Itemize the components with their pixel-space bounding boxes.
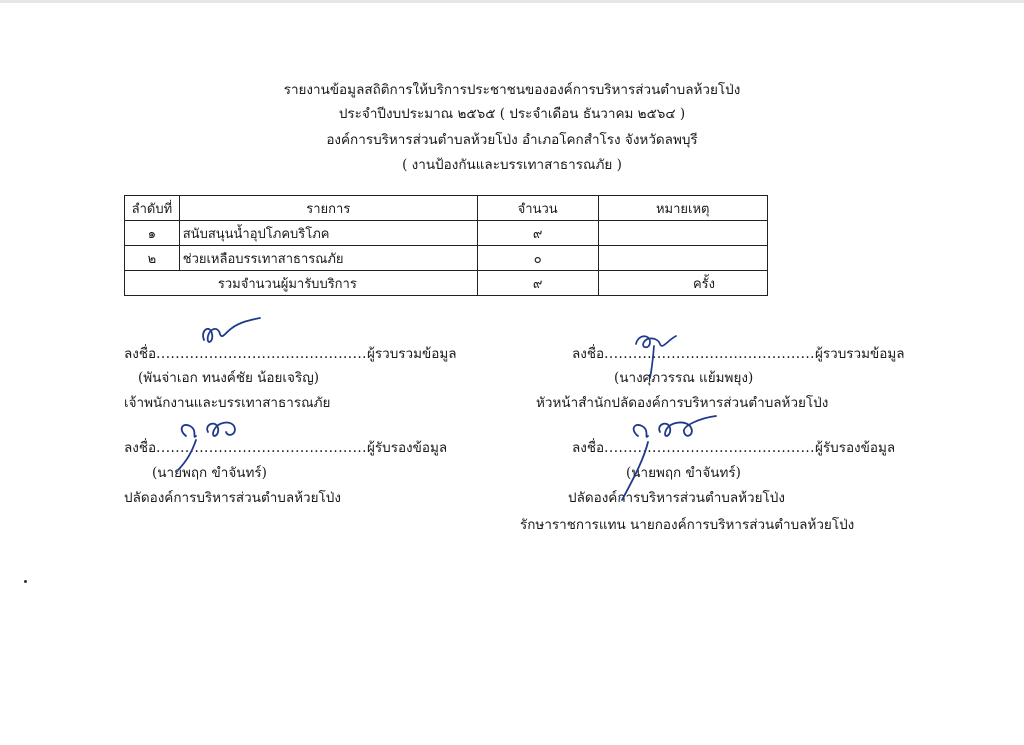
total-qty: ๙ (477, 271, 598, 296)
signer-position-left-top: เจ้าพนักงานและบรรเทาสาธารณภัย (124, 395, 331, 411)
row-note (598, 246, 768, 271)
signer-name-left-bottom: (นายพฤก ขำจันทร์) (152, 465, 267, 481)
table-total-row (125, 271, 768, 296)
signer-name-right-top: (นางศุภวรรณ แย้มพยุง) (614, 370, 754, 386)
header-no: ลำดับที่ (125, 196, 180, 221)
signer-position-left-bottom: ปลัดองค์การบริหารส่วนตำบลห้วยโป่ง (124, 490, 341, 506)
scan-speck (24, 580, 27, 583)
signature-scribble-left-top (196, 312, 266, 352)
scan-edge (0, 0, 1024, 3)
signature-scribble-right-top (632, 330, 692, 380)
acting-position-right-bottom: รักษาราชการแทน นายกองค์การบริหารส่วนตำบลห้วยโป่ง (520, 517, 855, 533)
signature-line-left-top (124, 342, 457, 364)
signer-name-right-bottom: (นายพฤก ขำจันทร์) (626, 465, 741, 481)
statistics-table (124, 195, 768, 296)
row-qty: ๙ (477, 221, 598, 246)
fiscal-year-line: ประจำปีงบประมาณ ๒๕๖๕ ( ประจำเดือน ธันวาคม ๒๕๖๔ ) (338, 106, 686, 122)
header-item: รายการ (179, 196, 477, 221)
signer-name-left-top: (พันจ่าเอก ทนงค์ชัย น้อยเจริญ) (138, 370, 319, 386)
sign-role: ผู้รับรองข้อมูล (814, 440, 896, 456)
sign-prefix: ลงชื่อ (124, 346, 157, 362)
signature-line-right-top (572, 342, 905, 364)
signature-scribble-right-bottom (600, 414, 730, 504)
sign-dots: ............................................ (604, 346, 815, 362)
table-header-row (125, 196, 768, 221)
signer-position-right-top: หัวหน้าสำนักปลัดองค์การบริหารส่วนตำบลห้วยโป่ง (536, 395, 829, 411)
row-item: สนับสนุนน้ำอุปโภคบริโภค (179, 221, 477, 246)
table-row (125, 221, 768, 246)
sign-prefix: ลงชื่อ (572, 346, 605, 362)
sign-role: ผู้รวบรวมข้อมูล (814, 346, 905, 362)
header-qty: จำนวน (477, 196, 598, 221)
organization-line: องค์การบริหารส่วนตำบลห้วยโป่ง อำเภอโคกสำโรง จังหวัดลพบุรี (326, 132, 698, 148)
department-line: ( งานป้องกันและบรรเทาสาธารณภัย ) (402, 157, 622, 173)
sign-role: ผู้รับรองข้อมูล (366, 440, 448, 456)
signature-scribble-left-bottom (168, 416, 258, 472)
row-no: ๑ (125, 221, 180, 246)
row-qty: ๐ (477, 246, 598, 271)
sign-dots: ............................................ (604, 440, 815, 456)
signer-position-right-bottom: ปลัดองค์การบริหารส่วนตำบลห้วยโป่ง (568, 490, 785, 506)
row-item: ช่วยเหลือบรรเทาสาธารณภัย (179, 246, 477, 271)
total-label: รวมจำนวนผู้มารับบริการ (125, 271, 478, 296)
sign-prefix: ลงชื่อ (572, 440, 605, 456)
table-row (125, 246, 768, 271)
row-note (598, 221, 768, 246)
report-title: รายงานข้อมูลสถิติการให้บริการประชาชนขององค์การบริหารส่วนตำบลห้วยโป่ง (283, 82, 741, 98)
row-no: ๒ (125, 246, 180, 271)
sign-dots: ............................................ (156, 440, 367, 456)
sign-role: ผู้รวบรวมข้อมูล (366, 346, 457, 362)
sign-dots: ............................................ (156, 346, 367, 362)
header-note: หมายเหตุ (598, 196, 768, 221)
total-unit: ครั้ง (598, 271, 768, 296)
sign-prefix: ลงชื่อ (124, 440, 157, 456)
